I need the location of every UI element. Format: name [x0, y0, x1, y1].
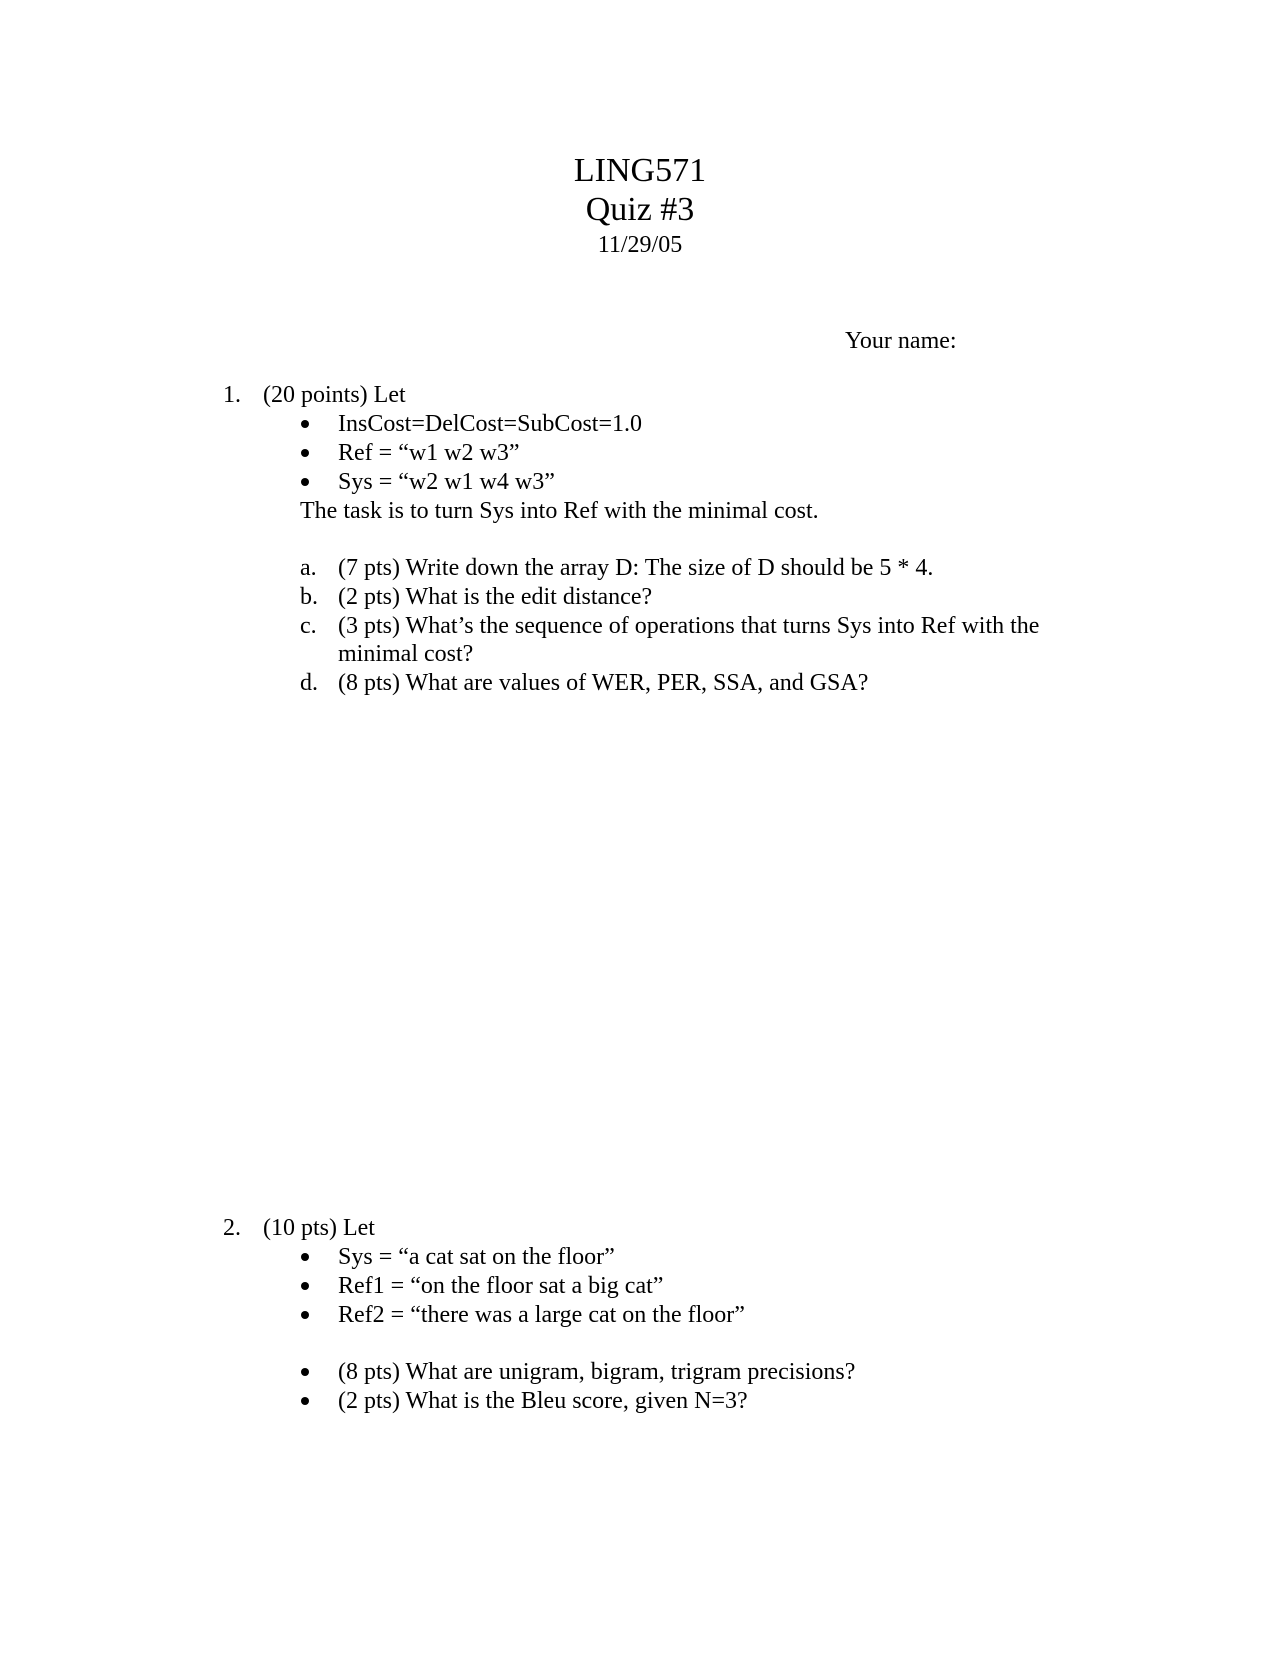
- part-text: (7 pts) Write down the array D: The size of D should be 5 * 4.: [338, 555, 934, 581]
- bullet-icon: [301, 1311, 309, 1319]
- part-text: (2 pts) What is the edit distance?: [338, 584, 653, 610]
- part-label: d.: [300, 670, 318, 696]
- part-label: a.: [300, 555, 317, 581]
- bullet-icon: [301, 1282, 309, 1290]
- quiz-date: 11/29/05: [597, 232, 683, 258]
- question-number: 1.: [223, 382, 241, 408]
- list-item: Sys = “w2 w1 w4 w3”: [338, 469, 555, 495]
- list-item: InsCost=DelCost=SubCost=1.0: [338, 411, 642, 437]
- bullet-icon: [301, 478, 309, 486]
- question-item: (2 pts) What is the Bleu score, given N=3?: [338, 1388, 748, 1414]
- name-label: Your name:: [845, 328, 957, 354]
- part-text: (3 pts) What’s the sequence of operations that turns Sys into Ref with the: [338, 613, 1040, 639]
- question-item: (8 pts) What are unigram, bigram, trigram precisions?: [338, 1359, 856, 1385]
- bullet-icon: [301, 1253, 309, 1261]
- bullet-icon: [301, 1368, 309, 1376]
- list-item: Sys = “a cat sat on the floor”: [338, 1244, 615, 1270]
- part-text-continued: minimal cost?: [338, 641, 474, 667]
- bullet-icon: [301, 1397, 309, 1405]
- part-label: b.: [300, 584, 318, 610]
- part-text: (8 pts) What are values of WER, PER, SSA, and GSA?: [338, 670, 869, 696]
- task-text: The task is to turn Sys into Ref with the minimal cost.: [300, 498, 819, 524]
- question-intro: (20 points) Let: [263, 382, 406, 408]
- course-title: LING571: [573, 152, 707, 189]
- quiz-title: Quiz #3: [585, 191, 695, 228]
- part-label: c.: [300, 613, 317, 639]
- bullet-icon: [301, 420, 309, 428]
- list-item: Ref1 = “on the floor sat a big cat”: [338, 1273, 664, 1299]
- bullet-icon: [301, 449, 309, 457]
- list-item: Ref2 = “there was a large cat on the floor”: [338, 1302, 745, 1328]
- question-intro: (10 pts) Let: [263, 1215, 375, 1241]
- list-item: Ref = “w1 w2 w3”: [338, 440, 520, 466]
- question-number: 2.: [223, 1215, 241, 1241]
